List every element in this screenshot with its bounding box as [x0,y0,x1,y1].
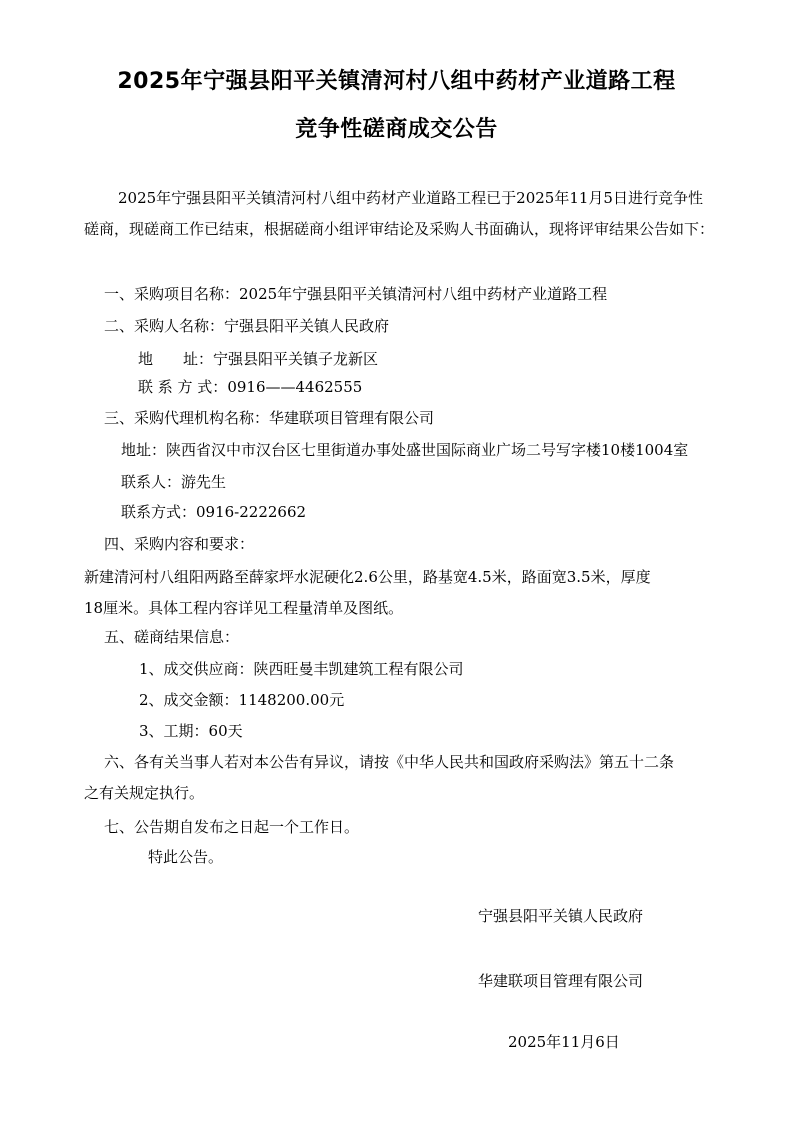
purchaser-address-line [138,349,378,369]
result-heading: 五、磋商结果信息： [104,628,240,646]
document-title-line2: 竞争性磋商成交公告 [295,117,498,142]
notice-period-line: 七、公告期自发布之日起一个工作日。 [104,818,360,836]
closing-line: 特此公告。 [148,848,224,866]
agency-name-line: 三、采购代理机构名称：华建联项目管理有限公司 [104,409,435,427]
agency-contact-phone-line: 联系方式：0916-2222662 [121,503,307,521]
result-amount-line: 2、成交金额：1148200.00元 [139,691,345,709]
result-supplier-line: 1、成交供应商：陕西旺曼丰凯建筑工程有限公司 [139,660,464,678]
project-name-line: 一、采购项目名称：2025年宁强县阳平关镇清河村八组中药材产业道路工程 [104,285,608,303]
document-title-line1: 2025年宁强县阳平关镇清河村八组中药材产业道路工程 [117,69,676,94]
purchaser-address-label: 地 址： [138,350,214,368]
objection-line1: 六、各有关当事人若对本公告有异议，请按《中华人民共和国政府采购法》第五十二条 [104,753,675,771]
intro-paragraph-line2: 磋商，现磋商工作已结束，根据磋商小组评审结论及采购人书面确认，现将评审结果公告如下： [84,220,715,238]
result-duration-line: 3、工期：60天 [139,722,243,740]
purchaser-contact-value: 0916——4462555 [227,378,363,396]
agency-address-line: 地址：陕西省汉中市汉台区七里街道办事处盛世国际商业广场二号写字楼10楼1004室 [121,441,689,459]
objection-line2: 之有关规定执行。 [84,784,205,802]
signature-date: 2025年11月6日 [508,1033,620,1051]
signature-org-agency: 华建联项目管理有限公司 [478,972,644,990]
signature-org-purchaser: 宁强县阳平关镇人民政府 [478,907,644,925]
requirements-heading: 四、采购内容和要求： [104,535,255,553]
agency-contact-person-line: 联系人：游先生 [121,473,227,491]
requirements-body-line2: 18厘米。具体工程内容详见工程量清单及图纸。 [84,599,404,617]
purchaser-contact-label: 联 系 方 式： [138,378,228,396]
intro-paragraph-line1: 2025年宁强县阳平关镇清河村八组中药材产业道路工程已于2025年11月5日进行竞争性 [118,189,703,207]
purchaser-address-value: 宁强县阳平关镇子龙新区 [213,350,379,368]
purchaser-name-line: 二、采购人名称：宁强县阳平关镇人民政府 [104,317,390,335]
purchaser-contact-line [138,377,362,397]
requirements-body-line1: 新建清河村八组阳两路至薛家坪水泥硬化2.6公里，路基宽4.5米，路面宽3.5米，厚度 [84,568,651,586]
